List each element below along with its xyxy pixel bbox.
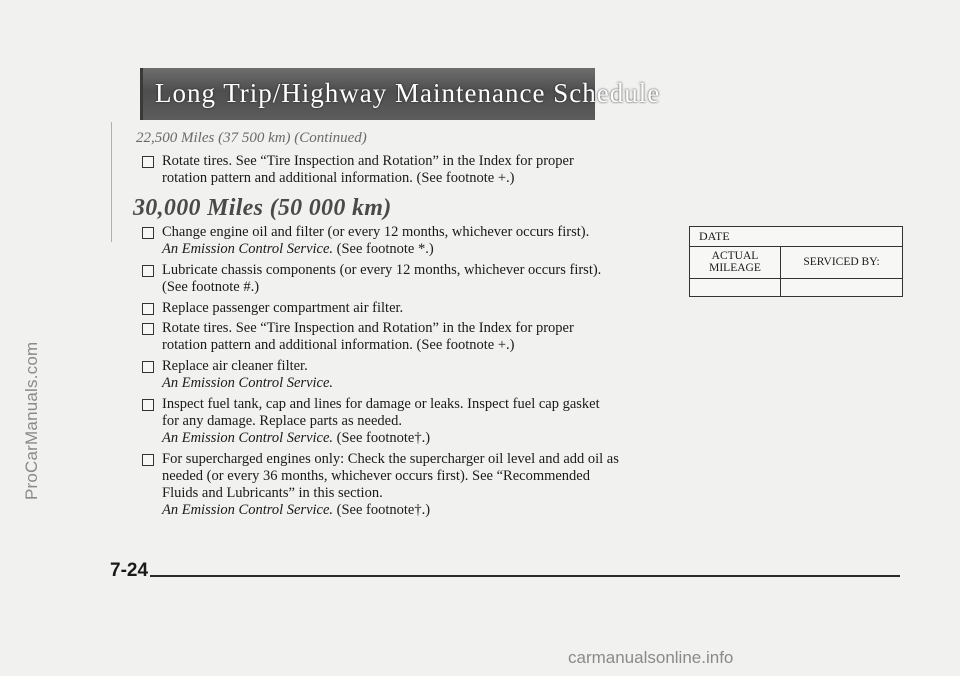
date-cell[interactable]: DATE bbox=[690, 227, 902, 247]
serviced-by-entry-cell[interactable] bbox=[781, 279, 902, 296]
continued-header: 22,500 Miles (37 500 km) (Continued) bbox=[136, 130, 367, 146]
list-item bbox=[142, 300, 702, 317]
mileage-entry-cell[interactable] bbox=[690, 279, 781, 296]
banner-title: Long Trip/Highway Maintenance Schedule bbox=[155, 78, 661, 108]
item-text: Inspect fuel tank, cap and lines for damage or leaks. Inspect fuel cap gasket for any damage. Replace parts as needed. An Emission Control Service. (See footnote†.) bbox=[162, 396, 600, 446]
item-text: Replace passenger compartment air filter. bbox=[162, 300, 404, 316]
actual-mileage-header: ACTUAL MILEAGE bbox=[690, 247, 781, 278]
checkbox-icon[interactable] bbox=[142, 399, 154, 411]
list-item bbox=[142, 320, 702, 354]
page-number: 7-24 bbox=[110, 560, 149, 581]
section-heading: 30,000 Miles (50 000 km) bbox=[133, 195, 392, 221]
list-item bbox=[142, 396, 702, 447]
log-header-row bbox=[690, 247, 902, 279]
item-text: Rotate tires. See “Tire Inspection and Rotation” in the Index for proper rotation pattern and additional information. (See footnote +.) bbox=[162, 153, 574, 186]
checkbox-icon[interactable] bbox=[142, 227, 154, 239]
service-log-table bbox=[689, 226, 903, 297]
log-entry-row bbox=[690, 279, 902, 296]
item-text: Replace air cleaner filter. An Emission Control Service. bbox=[162, 358, 334, 391]
bottom-watermark: carmanualsonline.info bbox=[568, 648, 734, 667]
item-text: Change engine oil and filter (or every 12 months, whichever occurs first). An Emission Control Service. (See footnote *.) bbox=[162, 224, 590, 257]
list-item bbox=[142, 358, 702, 392]
checkbox-icon[interactable] bbox=[142, 454, 154, 466]
checkbox-icon[interactable] bbox=[142, 361, 154, 373]
serviced-by-header: SERVICED BY: bbox=[803, 256, 880, 268]
footer-rule bbox=[150, 575, 900, 577]
list-item bbox=[142, 224, 702, 258]
side-watermark: ProCarManuals.com bbox=[22, 341, 41, 500]
list-item bbox=[142, 153, 702, 187]
checkbox-icon[interactable] bbox=[142, 323, 154, 335]
list-item bbox=[142, 262, 702, 296]
list-item bbox=[142, 451, 702, 519]
section-banner bbox=[140, 68, 661, 120]
checkbox-icon[interactable] bbox=[142, 156, 154, 168]
item-text: Rotate tires. See “Tire Inspection and Rotation” in the Index for proper rotation pattern and additional information. (See footnote +.) bbox=[162, 320, 574, 353]
checkbox-icon[interactable] bbox=[142, 303, 154, 315]
item-text: Lubricate chassis components (or every 12 months, whichever occurs first). (See footnote #.) bbox=[162, 262, 602, 295]
checkbox-icon[interactable] bbox=[142, 265, 154, 277]
item-text: For supercharged engines only: Check the supercharger oil level and add oil as needed (or every 36 months, whichever occurs first). See “Recommended Fluids and Lubricants” in this section. An Emission Control Service. (See footnote†.) bbox=[162, 451, 619, 518]
left-margin-rule bbox=[111, 122, 112, 242]
